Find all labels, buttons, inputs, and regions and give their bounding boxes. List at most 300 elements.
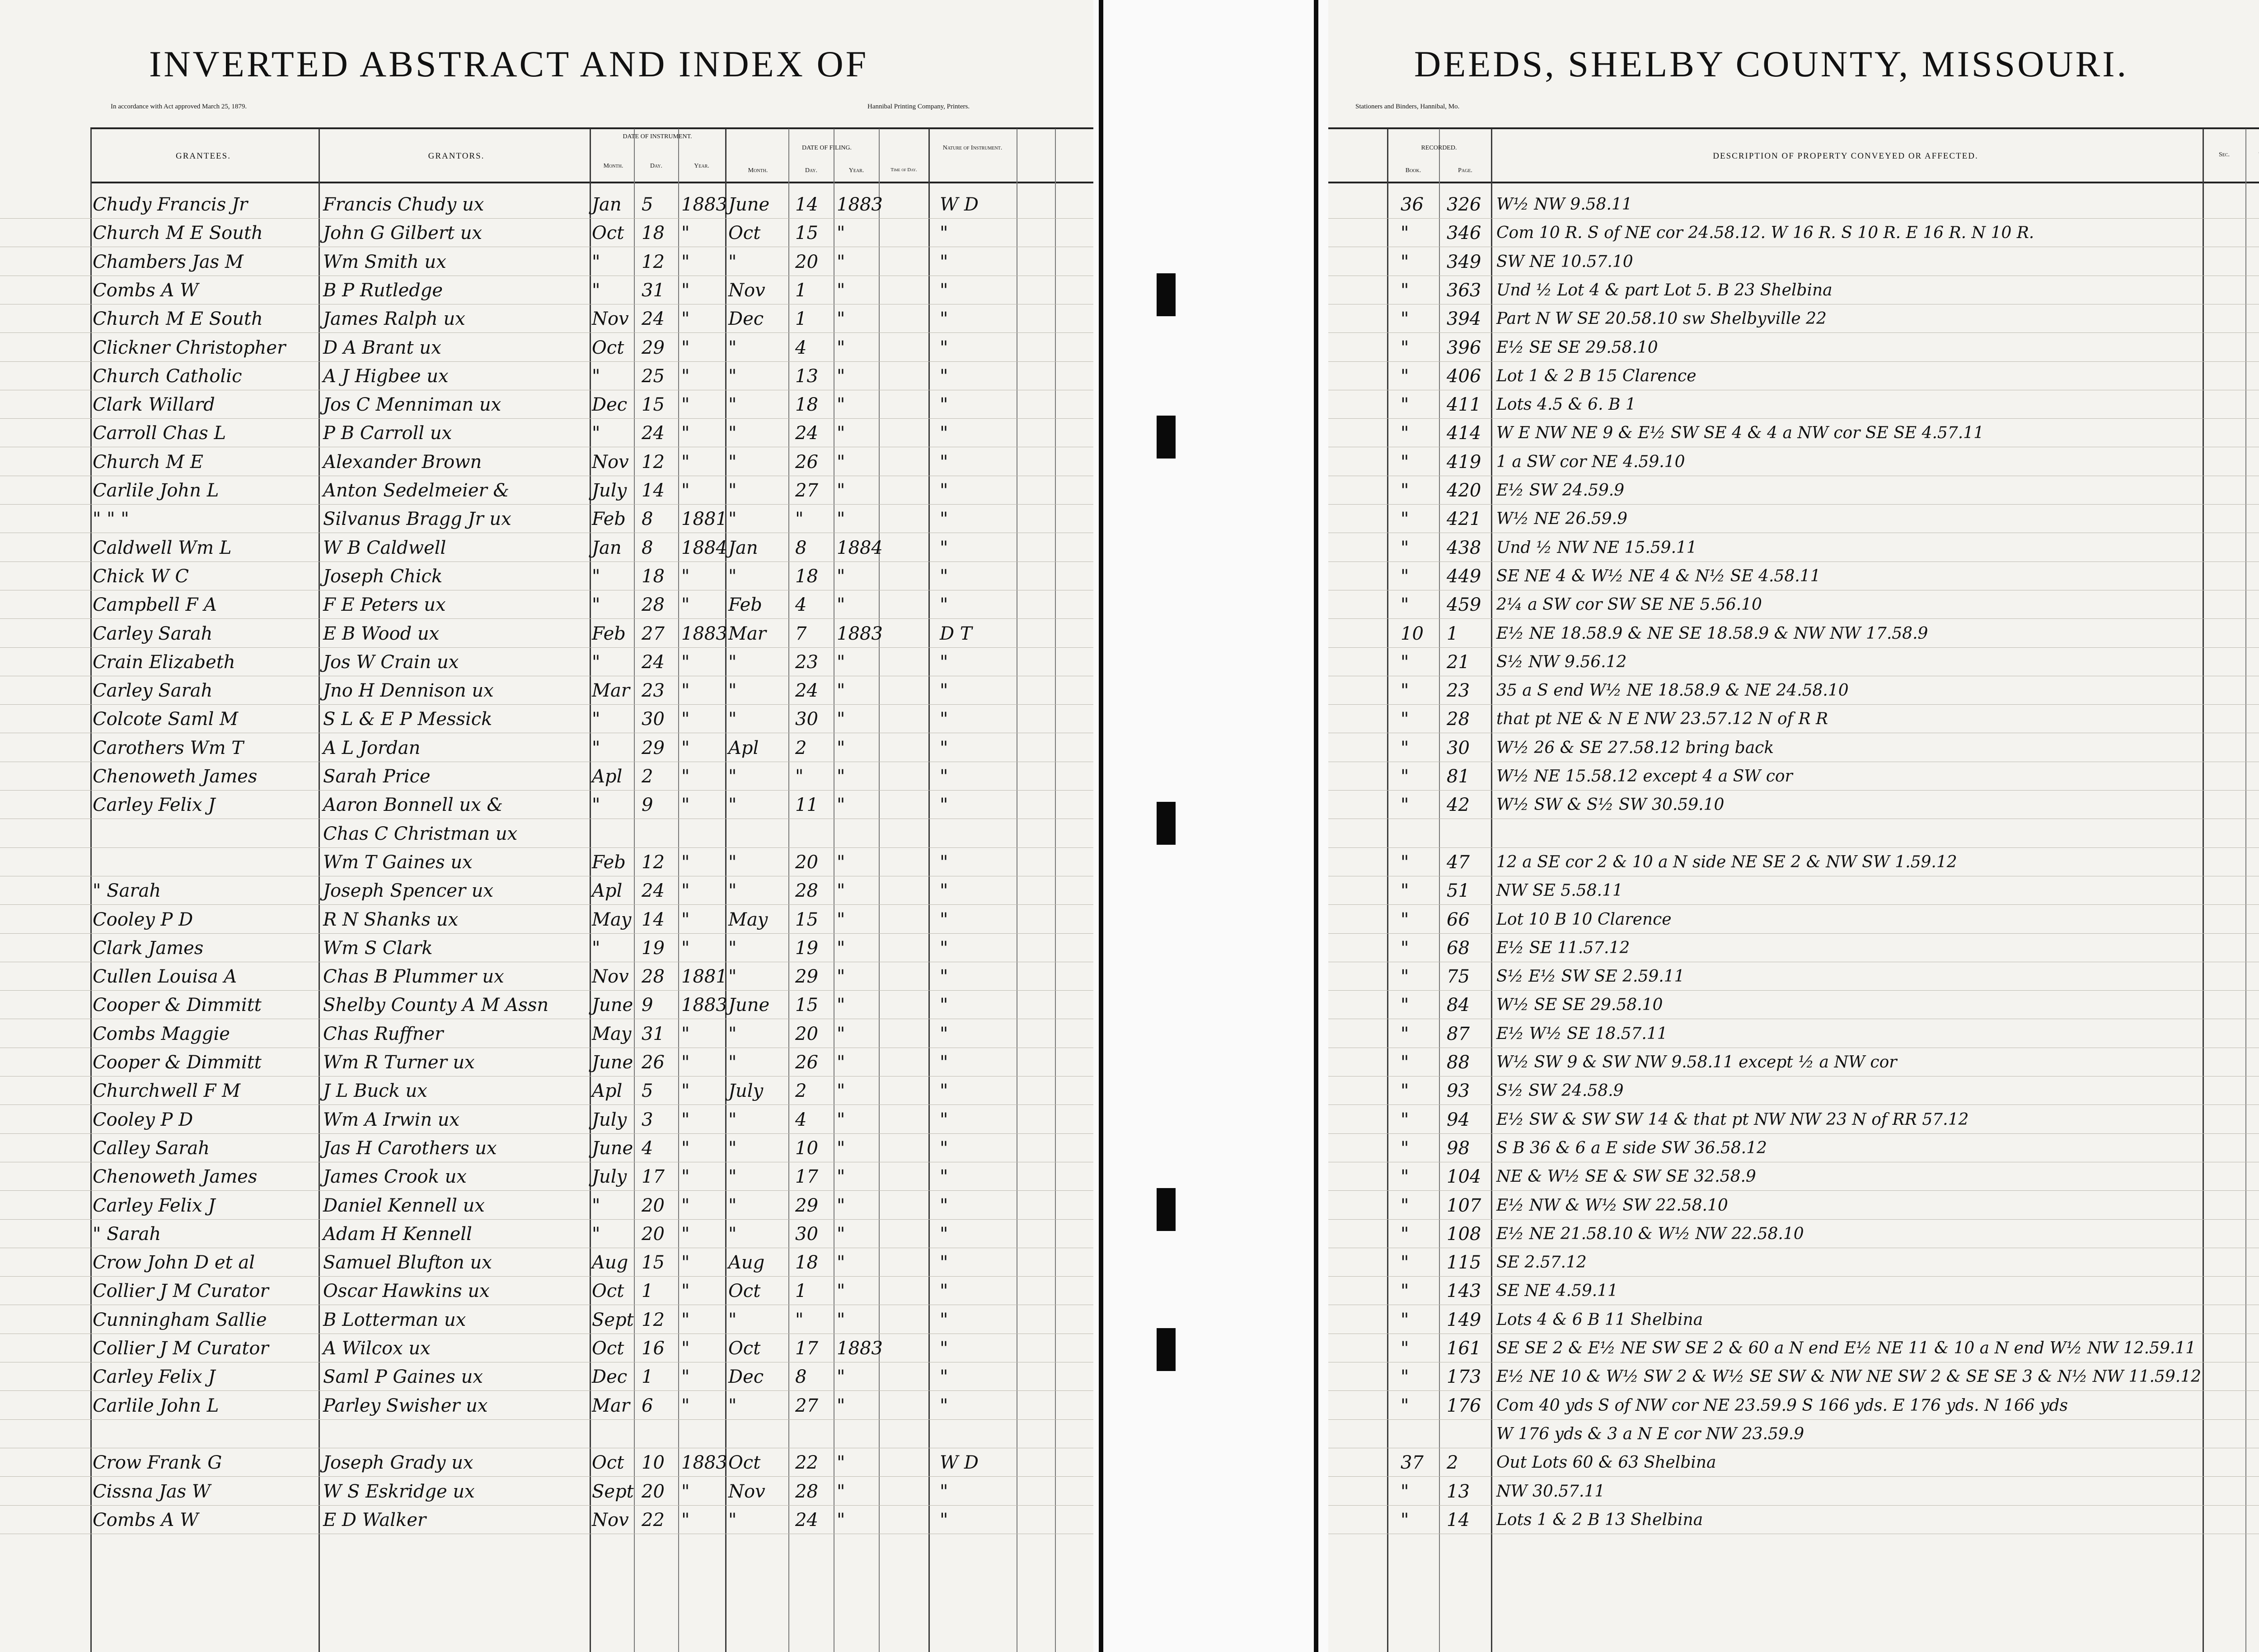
filing-day-cell: 15 [795,995,818,1016]
instrument-month-cell: June [592,1138,633,1159]
instrument-year-cell: " [681,738,690,758]
ledger-row [0,564,1093,589]
page-cell: 406 [1447,366,1481,387]
instrument-day-cell: 24 [642,652,665,673]
filing-month-cell: Apl [728,738,759,758]
filing-year-cell: " [837,738,845,758]
filing-month-cell: " [728,880,737,901]
description-cell: W½ 26 & SE 27.58.12 bring back [1496,739,1774,757]
row-rule [0,504,1093,505]
instrument-year-cell: 1881 [681,509,727,529]
grantor-cell: Alexander Brown [323,452,482,473]
description-cell: NW 30.57.11 [1496,1482,1605,1501]
book-cell: " [1401,1195,1409,1216]
ledger-row [0,1078,1093,1104]
nature-cell: " [940,1224,948,1245]
grantor-cell: D A Brant ux [323,337,441,358]
instrument-day-cell: 23 [642,680,665,701]
description-cell: Und ½ Lot 4 & part Lot 5. B 23 Shelbina [1496,281,1833,300]
book-gutter [1093,0,1328,1652]
grantor-cell: Wm T Gaines ux [323,852,473,873]
grantor-cell: Chas C Christman ux [323,824,518,844]
filing-month-cell: June [728,194,770,215]
nature-cell: " [940,594,948,615]
filing-day-cell: 7 [795,623,807,644]
instrument-day-cell: 12 [642,252,665,272]
description-cell: Com 40 yds S of NW cor NE 23.59.9 S 166 yds. E 176 yds. N 166 yds [1496,1396,2068,1415]
nature-cell: " [940,423,948,444]
col-header-grantees: GRANTEES. [176,151,231,161]
instrument-year-cell: 1883 [681,623,727,644]
instrument-month-cell: May [592,909,632,930]
filing-year-cell: " [837,1281,845,1301]
instrument-month-cell: Oct [592,1338,624,1359]
description-cell: SW NE 10.57.10 [1496,253,1633,271]
row-rule [1328,933,2259,934]
instrument-day-cell: 9 [642,995,653,1016]
grantee-cell: Church M E South [93,223,263,243]
instrument-year-cell: " [681,1281,690,1301]
row-rule [0,704,1093,705]
nature-cell: " [940,1481,948,1502]
grantor-cell: A L Jordan [323,738,421,758]
instrument-day-cell: 30 [642,709,665,730]
instrument-month-cell: Dec [592,394,628,415]
book-cell: " [1401,766,1409,787]
ledger-row [0,1278,1093,1304]
ledger-row [1328,735,2259,761]
row-rule [0,990,1093,991]
row-rule [1328,418,2259,419]
ledger-row [1328,792,2259,818]
row-rule [0,332,1093,333]
instrument-year-cell: " [681,309,690,329]
filing-day-cell: " [795,766,804,787]
grantee-cell: Church M E South [93,309,263,329]
nature-cell: " [940,394,948,415]
nature-cell: " [940,1024,948,1044]
instrument-day-cell: 12 [642,852,665,873]
grantee-cell: Cooper & Dimmitt [93,995,262,1016]
grantor-cell: Wm A Irwin ux [323,1109,460,1130]
instrument-year-cell: 1883 [681,1452,727,1473]
instrument-year-cell: " [681,337,690,358]
page-cell: 2 [1447,1452,1458,1473]
instrument-month-cell: July [592,1109,627,1130]
filing-month-cell: " [728,480,737,501]
page-cell: 420 [1447,480,1481,501]
grantee-cell: Cooley P D [93,909,193,930]
filing-year-cell: " [837,280,845,301]
grantor-cell: A Wilcox ux [323,1338,431,1359]
filing-year-cell: " [837,1052,845,1073]
ledger-row [0,678,1093,703]
grantor-cell: Joseph Spencer ux [323,880,494,901]
instrument-day-cell: 8 [642,538,653,558]
filing-month-cell: " [728,452,737,473]
grantee-cell: Combs A W [93,1510,199,1530]
ledger-row [0,964,1093,989]
header-top-rule [1328,127,2259,129]
filing-month-cell: " [728,337,737,358]
nature-cell: W D [940,194,979,215]
ledger-row [0,936,1093,961]
filing-month-cell: May [728,909,768,930]
filing-year-cell: " [837,452,845,473]
nature-cell: " [940,1138,948,1159]
instrument-day-cell: 31 [642,1024,665,1044]
grantor-cell: Jos W Crain ux [323,652,459,673]
book-cell: " [1401,1024,1409,1044]
page-cell: 363 [1447,280,1481,301]
grantee-cell: Carothers Wm T [93,738,244,758]
book-cell: " [1401,1395,1409,1416]
description-cell: Lot 10 B 10 Clarence [1496,910,1672,929]
description-cell: Lots 4.5 & 6. B 1 [1496,395,1636,414]
instrument-day-cell: 12 [642,452,665,473]
filing-year-cell: " [837,1395,845,1416]
description-cell: Und ½ NW NE 15.59.11 [1496,538,1697,557]
instrument-year-cell: " [681,1224,690,1245]
nature-cell: " [940,1166,948,1187]
instrument-year-cell: " [681,1052,690,1073]
nature-cell: " [940,1367,948,1387]
filing-day-cell: 27 [795,480,818,501]
filing-day-cell: 28 [795,1481,818,1502]
row-rule [0,1390,1093,1391]
grantee-cell: Carlile John L [93,480,219,501]
instrument-year-cell: " [681,252,690,272]
book-cell: " [1401,1166,1409,1187]
instrument-month-cell: Feb [592,623,626,644]
ledger-row [1328,964,2259,989]
row-rule [1328,990,2259,991]
instrument-day-cell: 28 [642,966,665,987]
instrument-day-cell: 20 [642,1481,665,1502]
nature-cell: " [940,1510,948,1530]
filing-month-cell: Mar [728,623,766,644]
nature-cell: " [940,1195,948,1216]
grantee-cell: Cissna Jas W [93,1481,211,1502]
ledger-row [0,506,1093,532]
instrument-day-cell: 24 [642,423,665,444]
row-rule [0,1190,1093,1191]
instrument-month-cell: " [592,1224,600,1245]
filing-day-cell: 15 [795,909,818,930]
grantee-cell: Collier J M Curator [93,1338,269,1359]
filing-year-cell: " [837,252,845,272]
instrument-month-cell: " [592,594,600,615]
nature-cell: " [940,1109,948,1130]
filing-year-cell: " [837,1224,845,1245]
filing-year-cell: " [837,880,845,901]
nature-cell: " [940,995,948,1016]
grantor-cell: Jno H Dennison ux [323,680,494,701]
col-header-date-of-filing: DATE OF FILING. [801,145,852,151]
filing-year-cell: " [837,652,845,673]
filing-month-cell: June [728,995,770,1016]
instrument-month-cell: " [592,709,600,730]
grantor-cell: John G Gilbert ux [323,223,483,243]
instrument-day-cell: 20 [642,1224,665,1245]
grantor-cell: Oscar Hawkins ux [323,1281,490,1301]
ledger-row [0,364,1093,389]
instrument-year-cell: 1883 [681,995,727,1016]
instrument-day-cell: 5 [642,1081,653,1101]
row-rule [0,1476,1093,1477]
ledger-row [1328,678,2259,703]
filing-month-cell: Nov [728,280,765,301]
filing-day-cell: 10 [795,1138,818,1159]
row-rule [1328,647,2259,648]
page-cell: 419 [1447,452,1481,473]
filing-year-cell: " [837,1481,845,1502]
filing-month-cell: " [728,852,737,873]
filing-month-cell: " [728,1109,737,1130]
grantee-cell: Church M E [93,452,203,473]
grantee-cell: Combs A W [93,280,199,301]
description-cell: SE NE 4.59.11 [1496,1282,1618,1300]
filing-year-cell: 1883 [837,623,883,644]
page-cell: 13 [1447,1481,1470,1502]
grantee-cell: Carley Sarah [93,623,213,644]
filing-day-cell: " [795,509,804,529]
grantor-cell: Daniel Kennell ux [323,1195,485,1216]
book-cell: " [1401,652,1409,673]
ledger-row [0,306,1093,332]
grantee-cell: Church Catholic [93,366,242,387]
page-cell: 449 [1447,566,1481,587]
filing-year-cell: " [837,966,845,987]
page-cell: 87 [1447,1024,1470,1044]
nature-cell: " [940,309,948,329]
ledger-row [1328,249,2259,275]
ledger-row [1328,650,2259,675]
filing-day-cell: 2 [795,1081,807,1101]
col-header-day: Day. [650,163,663,169]
nature-cell: " [940,337,948,358]
grantor-cell: W B Caldwell [323,538,446,558]
instrument-day-cell: 31 [642,280,665,301]
instrument-year-cell: " [681,480,690,501]
col-header-sec: Sec. [2218,151,2230,158]
ledger-row [0,392,1093,417]
instrument-year-cell: " [681,1138,690,1159]
filing-month-cell: Oct [728,1281,761,1301]
instrument-year-cell: " [681,366,690,387]
grantor-cell: J L Buck ux [323,1081,427,1101]
instrument-month-cell: June [592,1052,633,1073]
instrument-month-cell: Feb [592,509,626,529]
filing-day-cell: 4 [795,594,807,615]
grantor-cell: Wm Smith ux [323,252,446,272]
book-cell: " [1401,452,1409,473]
ledger-row [0,878,1093,903]
col-header-year: Year. [694,163,709,169]
page-cell: 23 [1447,680,1470,701]
filing-year-cell: " [837,1081,845,1101]
instrument-month-cell: Oct [592,1281,624,1301]
instrument-year-cell: " [681,1109,690,1130]
row-rule [0,904,1093,905]
book-cell: " [1401,423,1409,444]
instrument-year-cell: 1883 [681,194,727,215]
printer-note: Hannibal Printing Company, Printers. [867,103,970,110]
ledger-row [1328,1479,2259,1504]
col-header-filing-year: Year. [848,167,864,174]
filing-month-cell: " [728,566,737,587]
instrument-day-cell: 17 [642,1166,665,1187]
header-top-rule [90,127,1093,129]
description-cell: Lots 4 & 6 B 11 Shelbina [1496,1310,1703,1329]
filing-year-cell: " [837,509,845,529]
ledger-row [0,992,1093,1018]
nature-cell: " [940,566,948,587]
instrument-month-cell: July [592,1166,627,1187]
filing-month-cell: Oct [728,1338,761,1359]
filing-month-cell: " [728,1166,737,1187]
instrument-day-cell: 5 [642,194,653,215]
page-cell: 75 [1447,966,1470,987]
nature-cell: " [940,1281,948,1301]
instrument-day-cell: 10 [642,1452,665,1473]
nature-cell: " [940,1052,948,1073]
ledger-row [0,764,1093,789]
instrument-month-cell: Aug [592,1252,628,1273]
filing-month-cell: " [728,938,737,959]
filing-year-cell: " [837,1452,845,1473]
ledger-row [0,192,1093,217]
ledger-row [1328,421,2259,446]
instrument-day-cell: 6 [642,1395,653,1416]
description-cell: 35 a S end W½ NE 18.58.9 & NE 24.58.10 [1496,681,1849,700]
row-rule [0,1419,1093,1420]
instrument-month-cell: " [592,938,600,959]
filing-month-cell: Feb [728,594,762,615]
book-cell: " [1401,1052,1409,1073]
instrument-year-cell: " [681,795,690,815]
grantor-cell: Wm S Clark [323,938,433,959]
grantee-cell: Churchwell F M [93,1081,241,1101]
description-cell: E½ SW 24.59.9 [1496,481,1625,500]
ledger-row [1328,992,2259,1018]
ledger-row [0,1107,1093,1133]
instrument-day-cell: 27 [642,623,665,644]
ledger-row [0,478,1093,503]
filing-day-cell: 4 [795,1109,807,1130]
filing-day-cell: 1 [795,1281,807,1301]
ledger-row [0,220,1093,246]
description-cell: 2¼ a SW cor SW SE NE 5.56.10 [1496,595,1762,614]
book-cell: " [1401,880,1409,901]
filing-year-cell: " [837,1510,845,1530]
filing-day-cell: 14 [795,194,818,215]
filing-year-cell: " [837,394,845,415]
filing-year-cell: " [837,1310,845,1330]
description-cell: W½ NE 26.59.9 [1496,510,1627,528]
nature-cell: " [940,1310,948,1330]
page-cell: 51 [1447,880,1470,901]
filing-day-cell: 24 [795,423,818,444]
book-cell: " [1401,1338,1409,1359]
grantee-cell: Cunningham Sallie [93,1310,267,1330]
page-cell: 349 [1447,252,1481,272]
book-cell: " [1401,366,1409,387]
instrument-day-cell: 29 [642,337,665,358]
page-cell: 98 [1447,1138,1470,1159]
ledger-row [1328,1364,2259,1390]
grantor-cell: Jos C Menniman ux [323,394,501,415]
instrument-year-cell: " [681,1195,690,1216]
instrument-day-cell: 1 [642,1281,653,1301]
col-header-book: Book. [1405,167,1421,174]
ledger-row [0,421,1093,446]
ledger-row [0,1021,1093,1047]
page-cell: 421 [1447,509,1481,529]
book-cell: " [1401,280,1409,301]
grantee-cell: Campbell F A [93,594,217,615]
instrument-year-cell: " [681,1481,690,1502]
filing-year-cell: " [837,680,845,701]
page-cell: 1 [1447,623,1458,644]
ledger-row [1328,1164,2259,1189]
instrument-month-cell: Feb [592,852,626,873]
filing-day-cell: 23 [795,652,818,673]
row-rule [0,647,1093,648]
instrument-month-cell: " [592,252,600,272]
filing-year-cell: 1883 [837,194,883,215]
filing-month-cell: " [728,1052,737,1073]
row-rule [1328,1419,2259,1420]
page-cell: 107 [1447,1195,1481,1216]
book-cell: " [1401,1081,1409,1101]
nature-cell: " [940,766,948,787]
grantor-cell: Shelby County A M Assn [323,995,549,1016]
description-cell: W E NW NE 9 & E½ SW SE 4 & 4 a NW cor SE SE 4.57.11 [1496,424,1984,442]
filing-month-cell: " [728,966,737,987]
instrument-month-cell: June [592,995,633,1016]
filing-month-cell: " [728,795,737,815]
nature-cell: " [940,1081,948,1101]
nature-cell: " [940,252,948,272]
ledger-row [1328,506,2259,532]
filing-year-cell: " [837,1138,845,1159]
filing-year-cell: " [837,423,845,444]
row-rule [1328,847,2259,848]
book-cell: " [1401,852,1409,873]
grantee-cell: Carley Sarah [93,680,213,701]
ledger-row [1328,392,2259,417]
ledger-row [1328,707,2259,732]
instrument-year-cell: " [681,423,690,444]
grantor-cell: B P Rutledge [323,280,443,301]
instrument-month-cell: Oct [592,337,624,358]
ledger-row [1328,1021,2259,1047]
instrument-year-cell: " [681,652,690,673]
ledger-row [0,621,1093,646]
col-header-filing-month: Month. [748,167,768,174]
ledger-row [0,1507,1093,1533]
description-cell: S½ E½ SW SE 2.59.11 [1496,967,1685,986]
nature-cell: " [940,452,948,473]
grantee-cell: Caldwell Wm L [93,538,232,558]
col-header-date-of-instrument: DATE OF INSTRUMENT. [623,133,692,140]
nature-cell: " [940,652,948,673]
header-bottom-rule [90,182,1093,183]
description-cell: S B 36 & 6 a E side SW 36.58.12 [1496,1139,1767,1157]
filing-month-cell: " [728,509,737,529]
filing-month-cell: " [728,394,737,415]
